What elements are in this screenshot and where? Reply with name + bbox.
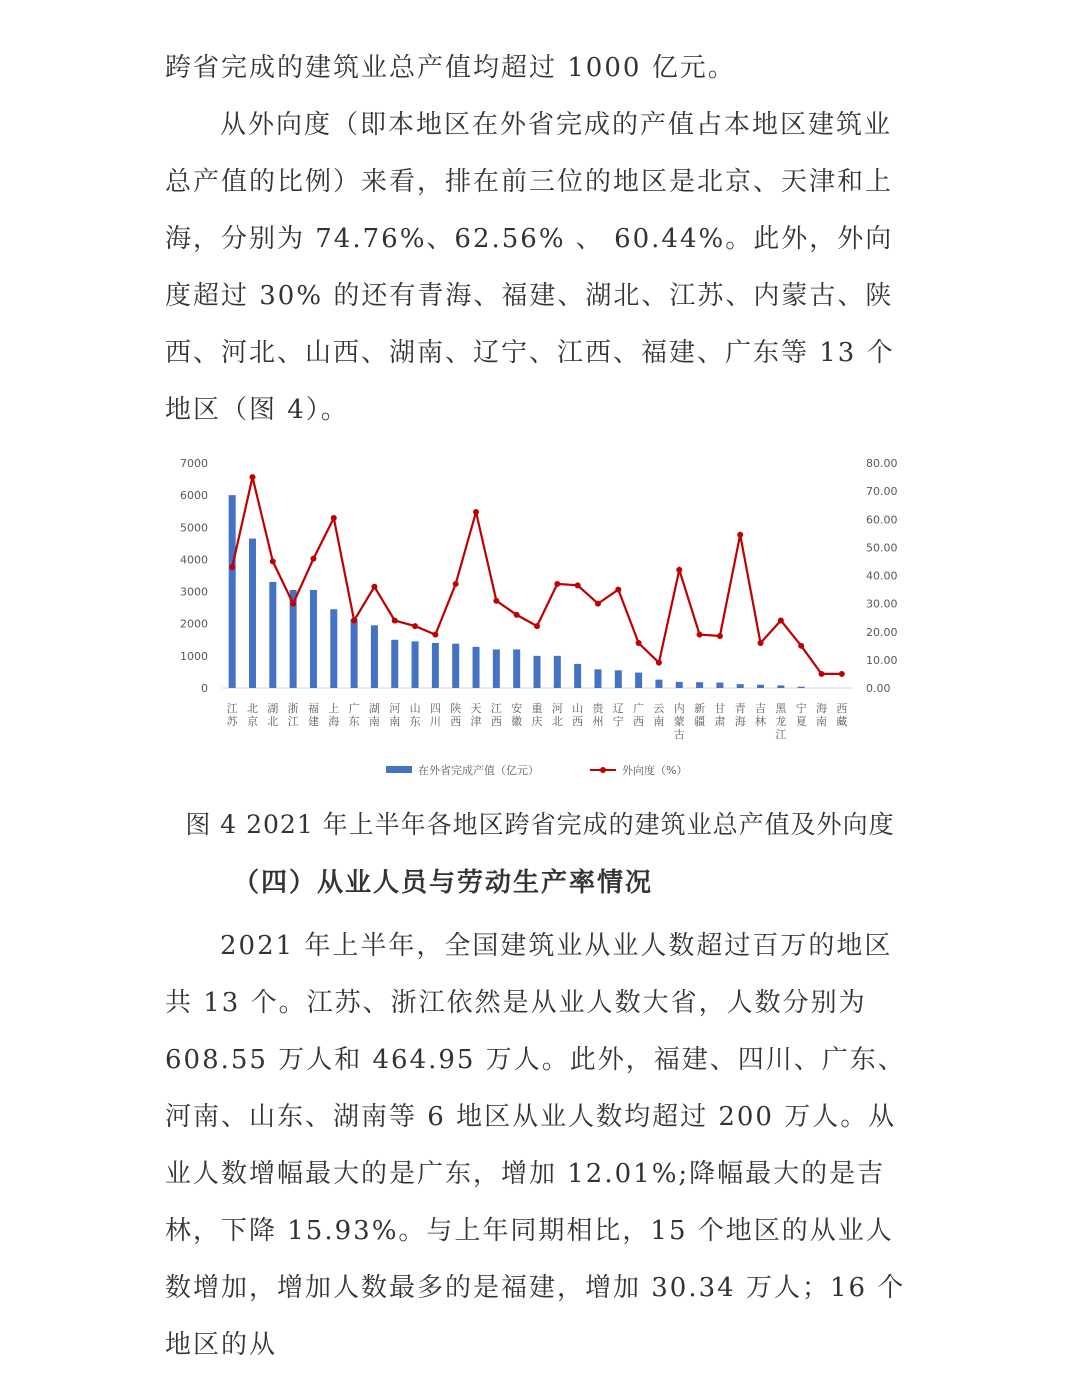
category-label: 天津 xyxy=(470,702,482,728)
bar xyxy=(229,495,236,688)
category-label: 云南 xyxy=(653,702,665,728)
category-label: 新疆 xyxy=(694,702,706,728)
line-point xyxy=(615,587,621,593)
left-axis-ticks xyxy=(180,457,208,695)
category-label: 内蒙古 xyxy=(673,702,685,741)
bar xyxy=(432,643,439,688)
bar xyxy=(676,682,683,688)
bar xyxy=(635,673,642,688)
category-label: 甘肃 xyxy=(714,702,726,728)
legend-bar-swatch xyxy=(386,766,412,773)
right-axis-ticks xyxy=(866,457,898,695)
right-tick-label: 50.00 xyxy=(866,541,898,555)
category-label: 浙江 xyxy=(287,702,299,728)
bar xyxy=(249,539,256,688)
bar-series xyxy=(229,495,805,688)
bar xyxy=(513,649,520,688)
line-series xyxy=(232,477,842,674)
category-label: 重庆 xyxy=(531,702,543,728)
line-point xyxy=(514,612,520,618)
left-tick-label: 7000 xyxy=(180,457,208,470)
bar xyxy=(777,685,784,688)
line-point xyxy=(249,474,255,480)
category-label: 湖北 xyxy=(267,702,279,728)
line-point xyxy=(676,567,682,573)
line-point xyxy=(717,633,723,639)
line-point xyxy=(310,556,316,562)
category-label: 上海 xyxy=(328,702,340,728)
legend xyxy=(386,763,687,777)
bar xyxy=(473,647,480,688)
category-label: 福建 xyxy=(307,702,319,728)
bar xyxy=(594,669,601,688)
left-tick-label: 3000 xyxy=(180,585,208,599)
line-point xyxy=(534,623,540,629)
bar xyxy=(696,682,703,688)
line-point xyxy=(473,509,479,515)
right-tick-label: 80.00 xyxy=(866,457,898,470)
bar xyxy=(351,619,358,688)
line-point xyxy=(331,515,337,521)
bar xyxy=(655,680,662,688)
bar xyxy=(371,625,378,688)
category-label: 北京 xyxy=(246,702,258,728)
line-point xyxy=(839,671,845,677)
category-labels xyxy=(227,701,848,741)
figure-caption: 图 4 2021 年上半年各地区跨省完成的建筑业总产值及外向度 xyxy=(185,810,895,839)
line-points xyxy=(229,474,845,677)
line-point xyxy=(737,532,743,538)
right-tick-label: 70.00 xyxy=(866,485,898,499)
category-label: 安徽 xyxy=(511,702,523,728)
line-point xyxy=(270,558,276,564)
left-tick-label: 2000 xyxy=(180,617,208,631)
line-point xyxy=(453,581,459,587)
category-label: 海南 xyxy=(816,702,828,728)
bar xyxy=(716,683,723,688)
line-point xyxy=(819,671,825,677)
right-tick-label: 40.00 xyxy=(866,569,898,583)
category-label: 山西 xyxy=(572,702,584,728)
category-label: 广东 xyxy=(348,702,360,728)
category-label: 江西 xyxy=(490,702,502,728)
line-point xyxy=(697,632,703,638)
line-point xyxy=(798,643,804,649)
line-point xyxy=(371,584,377,590)
legend-bar-label: 在外省完成产值（亿元） xyxy=(418,764,539,777)
bar xyxy=(615,670,622,688)
category-label: 湖南 xyxy=(368,702,380,728)
line-point xyxy=(595,601,601,607)
legend-line-label: 外向度（%） xyxy=(622,764,688,777)
bar xyxy=(391,640,398,688)
bar xyxy=(452,644,459,688)
bar xyxy=(534,656,541,688)
category-label: 河南 xyxy=(389,702,401,728)
line-point xyxy=(412,623,418,629)
right-tick-label: 0.00 xyxy=(866,682,891,695)
bar xyxy=(310,590,317,688)
category-label: 陕西 xyxy=(450,702,462,728)
category-label: 四川 xyxy=(429,702,441,728)
line-point xyxy=(656,660,662,666)
line-point xyxy=(554,581,560,587)
paragraph-1: 跨省完成的建筑业总产值均超过 1000 亿元。 xyxy=(165,53,736,83)
line-point xyxy=(493,598,499,604)
line-point xyxy=(575,582,581,588)
right-tick-label: 20.00 xyxy=(866,625,898,639)
category-label: 宁夏 xyxy=(795,702,807,728)
section-heading: （四）从业人员与劳动生产率情况 xyxy=(233,868,654,898)
line-point xyxy=(758,640,764,646)
category-label: 贵州 xyxy=(592,702,604,728)
line-point xyxy=(432,632,438,638)
line-point xyxy=(229,564,235,570)
bar xyxy=(412,641,419,688)
legend-line-marker xyxy=(600,767,606,773)
line-point xyxy=(351,618,357,624)
bar xyxy=(554,656,561,688)
line-point xyxy=(636,640,642,646)
category-label: 辽宁 xyxy=(612,702,624,728)
category-label: 西藏 xyxy=(836,702,848,728)
right-tick-label: 10.00 xyxy=(866,653,898,667)
category-label: 吉林 xyxy=(755,702,767,728)
left-tick-label: 1000 xyxy=(180,649,208,663)
left-tick-label: 0 xyxy=(201,682,208,695)
category-label: 青海 xyxy=(734,702,746,728)
category-label: 河北 xyxy=(551,702,563,728)
bar xyxy=(574,664,581,688)
bar xyxy=(493,649,500,688)
line-point xyxy=(392,618,398,624)
category-label: 广西 xyxy=(633,702,645,728)
bar xyxy=(737,684,744,688)
category-label: 山东 xyxy=(409,702,421,728)
category-label: 黑龙江 xyxy=(775,702,787,741)
category-label: 江苏 xyxy=(226,702,238,728)
bar xyxy=(269,582,276,688)
line-point xyxy=(290,601,296,607)
paragraph-2: 从外向度（即本地区在外省完成的产值占本地区建筑业总产值的比例）来看，排在前三位的地区是北京、天津和上海，分别为 74.76%、62.56% 、 60.44%。此外，外向度超过 30% 的还有青海、福建、湖北、江苏、内蒙古、陕西、河北、山西、湖南、辽宁、江西、福建、广东等 13 个地区（图 4）。 xyxy=(165,110,895,425)
left-tick-label: 4000 xyxy=(180,553,208,567)
bar xyxy=(330,609,337,688)
paragraph-3: 2021 年上半年，全国建筑业从业人数超过百万的地区共 13 个。江苏、浙江依然是从业人数大省，人数分别为 608.55 万人和 464.95 万人。此外，福建、四川、广东、河南、山东、湖南等 6 地区从业人数均超过 200 万人。从业人数增幅最大的是广东，增加 12.01%;降幅最大的是吉林，下降 15.93%。与上年同期相比，15 个地区的从业人数增加，增加人数最多的是福建，增加 30.34 万人；16 个地区的从 xyxy=(165,931,906,1360)
right-tick-label: 60.00 xyxy=(866,513,898,527)
line-point xyxy=(778,618,784,624)
left-tick-label: 6000 xyxy=(180,489,208,503)
bar xyxy=(798,687,805,688)
bar xyxy=(757,685,764,688)
chart xyxy=(170,450,898,785)
right-tick-label: 30.00 xyxy=(866,597,898,611)
left-tick-label: 5000 xyxy=(180,521,208,535)
